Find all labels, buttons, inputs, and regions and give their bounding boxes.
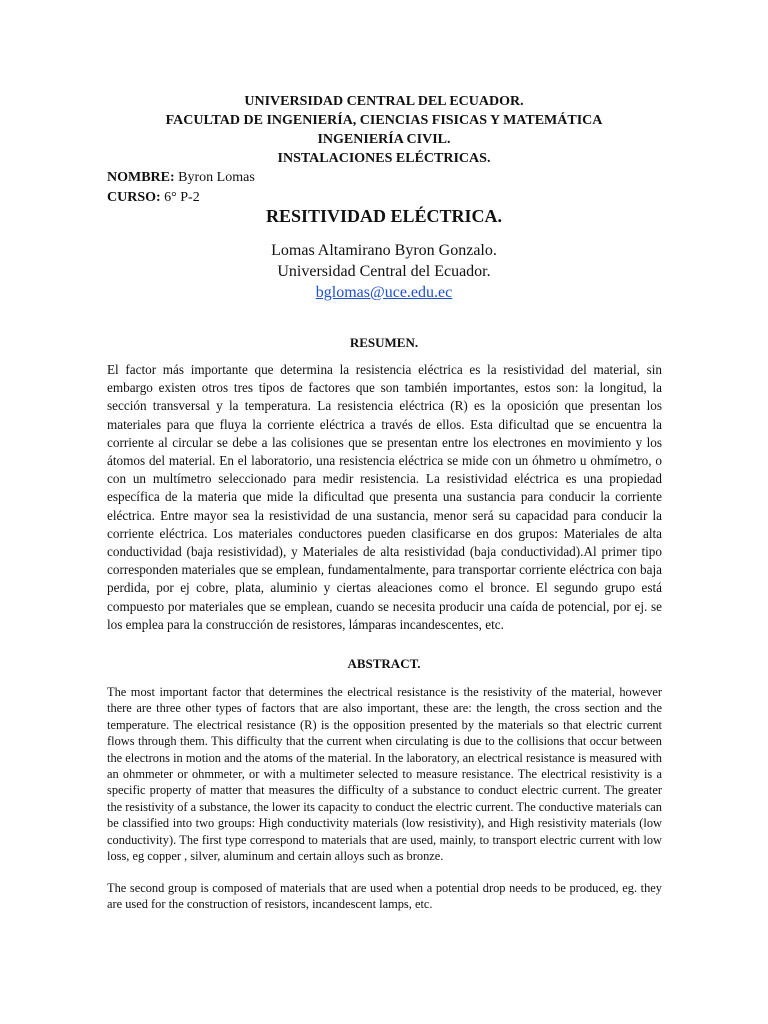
abstract-heading: ABSTRACT.	[347, 656, 421, 671]
subject-name: INSTALACIONES ELÉCTRICAS.	[277, 151, 491, 166]
name-value: Byron Lomas	[174, 170, 255, 185]
name-label: NOMBRE:	[107, 170, 175, 185]
university-name: UNIVERSIDAD CENTRAL DEL ECUADOR.	[244, 94, 524, 109]
student-name-field	[107, 168, 255, 187]
course-label: CURSO:	[107, 190, 161, 205]
course-value: 6° P-2	[160, 190, 200, 205]
author-block	[0, 240, 768, 303]
course-field	[107, 188, 200, 207]
career-name: INGENIERÍA CIVIL.	[317, 132, 451, 147]
author-affiliation: Universidad Central del Ecuador.	[277, 263, 491, 280]
abstract-paragraph-1: The most important factor that determines the electrical resistance is the resistivity of the material, however there are three other types of factors that are also important, these are: the length, the cross section and the temperature. The electrical resistance (R) is the opposition presented by the materials so that electric current flows through them. This difficulty that the current when circulating is due to the collisions that occur between the electrons in motion and the atoms of the material. In the laboratory, an electrical resistance is measured with an ohmmeter or ohmmeter, or with a multimeter selected to measure resistance. The electrical resistivity is a specific property of matter that measures the difficulty of a substance to conduct electric current. The greater the resistivity of a substance, the lower its capacity to conduct the electric current. The conductive materials can be classified into two groups: High conductivity materials (low resistivity), and High resistivity materials (low conductivity). The first type correspond to materials that are used, mainly, to transport electric current with low loss, eg copper , silver, aluminum and certain alloys such as bronze.	[107, 685, 662, 864]
document-title: RESITIVIDAD ELÉCTRICA.	[265, 206, 503, 226]
author-email-link[interactable]: bglomas@uce.edu.ec	[315, 284, 453, 301]
abstract-paragraph-2: The second group is composed of materials that are used when a potential drop needs to be produced, eg. they are used for the construction of resistors, incandescent lamps, etc.	[107, 881, 662, 912]
author-name: Lomas Altamirano Byron Gonzalo.	[271, 242, 497, 259]
resumen-heading: RESUMEN.	[349, 335, 419, 350]
faculty-name: FACULTAD DE INGENIERÍA, CIENCIAS FISICAS Y MATEMÁTICA	[165, 113, 603, 128]
document-header	[0, 92, 768, 168]
resumen-paragraph: El factor más importante que determina la resistencia eléctrica es la resistividad del material, sin embargo existen otros tres tipos de factores que son también importantes, estos son: la longitud, la sección transversal y la temperatura. La resistencia eléctrica (R) es la oposición que presentan los materiales para que fluya la corriente eléctrica a través de ellos. Esta dificultad que se encuentra la corriente al circular se debe a las colisiones que se presentan entre los electrones en movimiento y los átomos del material. En el laboratorio, una resistencia eléctrica se mide con un óhmetro u ohmímetro, o con un multímetro seleccionado para medir resistencia. La resistividad eléctrica es una propiedad específica de la materia que mide la dificultad que presenta una sustancia para conducir la corriente eléctrica. Entre mayor sea la resistividad de una sustancia, menor será su capacidad para conducir la corriente eléctrica. Los materiales conductores pueden clasificarse en dos grupos: Materiales de alta conductividad (baja resistividad), y Materiales de alta resistividad (baja conductividad).Al primer tipo corresponden materiales que se emplean, fundamentalmente, para transportar corriente eléctrica con baja perdida, por ej cobre, plata, aluminio y ciertas aleaciones como el bronce. El segundo grupo está compuesto por materiales que se emplean, cuando se necesita producir una caída de potencial, por ej. se los emplea para la construcción de resistores, lámparas incandescentes, etc.	[107, 362, 662, 632]
